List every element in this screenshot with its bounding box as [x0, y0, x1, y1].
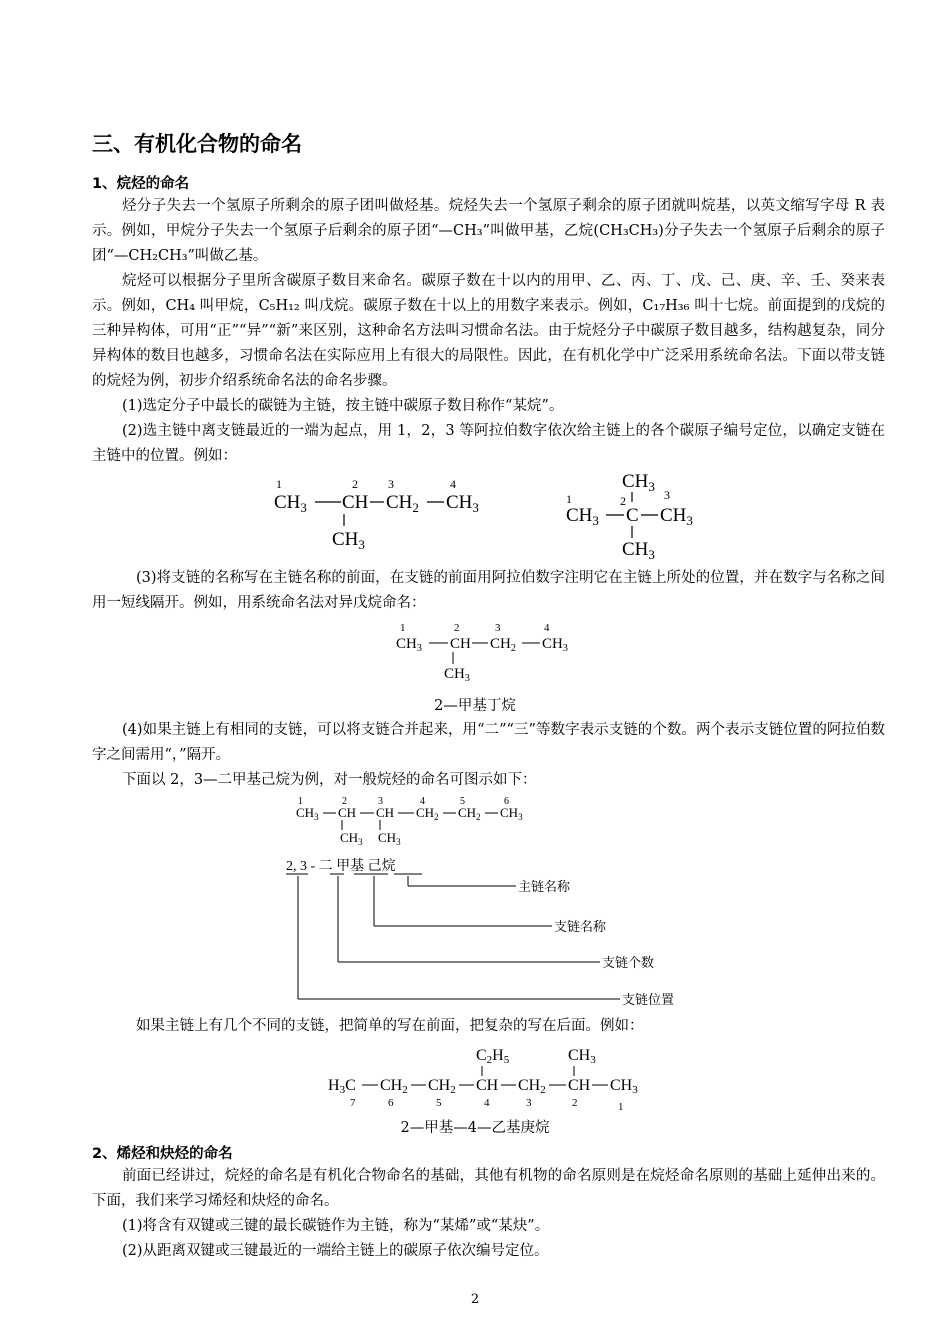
label-branch-name: 支链名称: [554, 919, 607, 934]
svg-text:4: 4: [420, 796, 425, 807]
svg-text:CH3: $CH_3$: [444, 666, 470, 684]
svg-text:CH2: $CH_2$: [458, 805, 481, 822]
naming-diagram-2-3-dimethylhexane: [280, 794, 700, 1012]
svg-text:2: 2: [352, 477, 358, 491]
svg-text:CH2: CH2: [518, 1077, 546, 1096]
structure-formula-2-methylbutane-numbered: [262, 474, 502, 550]
svg-text:C2H5: C2H5: [476, 1047, 510, 1066]
caption-2-methylbutane: 2—甲基丁烷: [434, 698, 516, 714]
svg-text:CH3: $CH_3$: [622, 471, 655, 494]
svg-text:CH3: $CH_3$: [296, 805, 319, 822]
svg-text:2: 2: [454, 622, 460, 634]
svg-text:CH2: $CH_2$: [416, 805, 439, 822]
svg-text:CH3: $CH_3$: [660, 505, 693, 528]
svg-text:2: 2: [620, 494, 626, 508]
step-1-text: (1)选定分子中最长的碳链为主链，按主链中碳原子数目称作“某烷”。: [122, 398, 564, 414]
svg-text:4: 4: [450, 477, 456, 491]
svg-text:CH3: CH3: [568, 1047, 596, 1066]
caption-2-methyl-4-ethylheptane: 2—甲基—4—乙基庚烷: [400, 1120, 550, 1136]
svg-text:CH3: $CH_3$: [332, 529, 365, 550]
label-main-chain-name: 主链名称: [518, 879, 571, 894]
svg-text:1: 1: [400, 622, 406, 634]
svg-text:6: 6: [504, 796, 509, 807]
svg-text:CH3: $CH_3$: [340, 830, 363, 847]
svg-text:CH3: $CH_3$: [542, 636, 568, 654]
svg-text:CH3: $CH_3$: [378, 830, 401, 847]
svg-text:CH3: $CH_3$: [396, 636, 422, 654]
page-heading: 三、有机化合物的命名: [92, 132, 302, 156]
svg-text:2: 2: [572, 1097, 578, 1109]
label-branch-position: 支链位置: [622, 992, 675, 1007]
svg-text:CH: CH: [376, 805, 395, 820]
paragraph-alkyl-groups: 烃分子失去一个氢原子所剩余的原子团叫做烃基。烷烃失去一个氢原子剩余的原子团就叫烷基，以英文缩写字母 R 表示。例如，甲烷分子失去一个氢原子后剩余的原子团“—CH₃”叫做甲基，乙烷(CH₃CH₃)分子失去一个氢原子后剩余的原子团“—CH₂CH₃”叫做乙基。: [92, 198, 885, 264]
section-1-title: 1、烷烃的命名: [92, 176, 190, 192]
page-number: 2: [470, 1292, 480, 1307]
svg-text:CH2: $CH_2$: [386, 492, 419, 515]
step-4-text: (4)如果主链上有相同的支链，可以将支链合并起来，用“二”“三”等数字表示支链的个数。两个表示支链位置的阿拉伯数字之间需用“，”隔开。: [92, 722, 885, 763]
svg-text:4: 4: [544, 622, 550, 634]
svg-text:CH3: $CH_3$: [274, 492, 307, 515]
svg-text:H3C: H3C: [328, 1077, 356, 1096]
svg-text:CH: CH: [450, 636, 471, 652]
svg-text:CH3: $CH_3$: [566, 505, 599, 528]
svg-text:7: 7: [350, 1097, 356, 1109]
svg-text:3: 3: [378, 796, 383, 807]
section-2-step-2: (2)从距离双键或三键最近的一端给主链上的碳原子依次编号定位。: [122, 1243, 549, 1259]
svg-text:CH2: CH2: [428, 1077, 456, 1096]
structure-formula-neopentane-numbered: [560, 470, 710, 562]
svg-text:4: 4: [484, 1097, 490, 1109]
svg-text:CH3: $CH_3$: [622, 539, 655, 562]
svg-text:5: 5: [436, 1097, 442, 1109]
svg-text:3: 3: [388, 477, 394, 491]
svg-text:3: 3: [495, 622, 501, 634]
label-branch-count: 支链个数: [602, 955, 655, 970]
svg-text:3: 3: [526, 1097, 532, 1109]
svg-text:CH: CH: [342, 492, 369, 513]
paragraph-carbon-count-naming: 烷烃可以根据分子里所含碳原子数目来命名。碳原子数在十以内的用甲、乙、丙、丁、戊、己、庚、辛、壬、癸来表示。例如，CH₄ 叫甲烷，C₅H₁₂ 叫戊烷。碳原子数在十以上的用数字来表示。例如，C₁₇H₃₆ 叫十七烷。前面提到的戊烷的三种异构体，可用“正”“异”“新”来区别，这种命名方法叫习惯命名法。由于烷烃分子中碳原子数目越多，结构越复杂，同分异构体的数目也越多，习惯命名法在实际应用上有很大的局限性。因此，在有机化学中广泛采用系统命名法。下面以带支链的烷烃为例，初步介绍系统命名法的命名步骤。: [92, 273, 885, 389]
structure-formula-isopentane: [392, 620, 582, 686]
svg-text:CH2: $CH_2$: [490, 636, 516, 654]
svg-text:CH2: CH2: [380, 1077, 408, 1096]
svg-text:CH3: $CH_3$: [500, 805, 523, 822]
step-3-text: (3)将支链的名称写在主链名称的前面，在支链的前面用阿拉伯数字注明它在主链上所处的位置，并在数字与名称之间用一短线隔开。例如，用系统命名法对异戊烷命名：: [92, 570, 885, 611]
svg-text:CH: CH: [476, 1077, 499, 1094]
svg-text:2: 2: [342, 796, 347, 807]
svg-text:6: 6: [388, 1097, 394, 1109]
svg-text:C: C: [626, 505, 639, 526]
svg-text:5: 5: [460, 796, 465, 807]
diagram-compound-name: 2, 3 - 二 甲基 己烷: [286, 859, 396, 874]
different-branches-text: 如果主链上有几个不同的支链，把简单的写在前面，把复杂的写在后面。例如：: [136, 1018, 644, 1034]
svg-text:1: 1: [276, 477, 282, 491]
svg-text:1: 1: [298, 796, 303, 807]
svg-text:CH: CH: [338, 805, 357, 820]
svg-text:1: 1: [566, 492, 572, 506]
section-2-title: 2、烯烃和炔烃的命名: [92, 1146, 233, 1162]
step-2-text: (2)选主链中离支链最近的一端为起点，用 1，2，3 等阿拉伯数字依次给主链上的各个碳原子编号定位，以确定支链在主链中的位置。例如：: [92, 423, 885, 464]
diagram-intro-text: 下面以 2，3—二甲基己烷为例，对一般烷烃的命名可图示如下：: [122, 772, 537, 788]
section-2-step-1: (1)将含有双键或三键的最长碳链作为主链，称为“某烯”或“某炔”。: [122, 1218, 550, 1234]
section-2-paragraph: 前面已经讲过，烷烃的命名是有机化合物命名的基础，其他有机物的命名原则是在烷烃命名原则的基础上延伸出来的。下面，我们来学习烯烃和炔烃的命名。: [92, 1168, 885, 1209]
structure-formula-2-methyl-4-ethylheptane: [322, 1040, 662, 1114]
svg-text:1: 1: [618, 1101, 624, 1113]
svg-text:CH3: CH3: [610, 1077, 638, 1096]
svg-text:3: 3: [664, 488, 670, 502]
svg-text:CH3: $CH_3$: [446, 492, 479, 515]
svg-text:CH: CH: [568, 1077, 591, 1094]
